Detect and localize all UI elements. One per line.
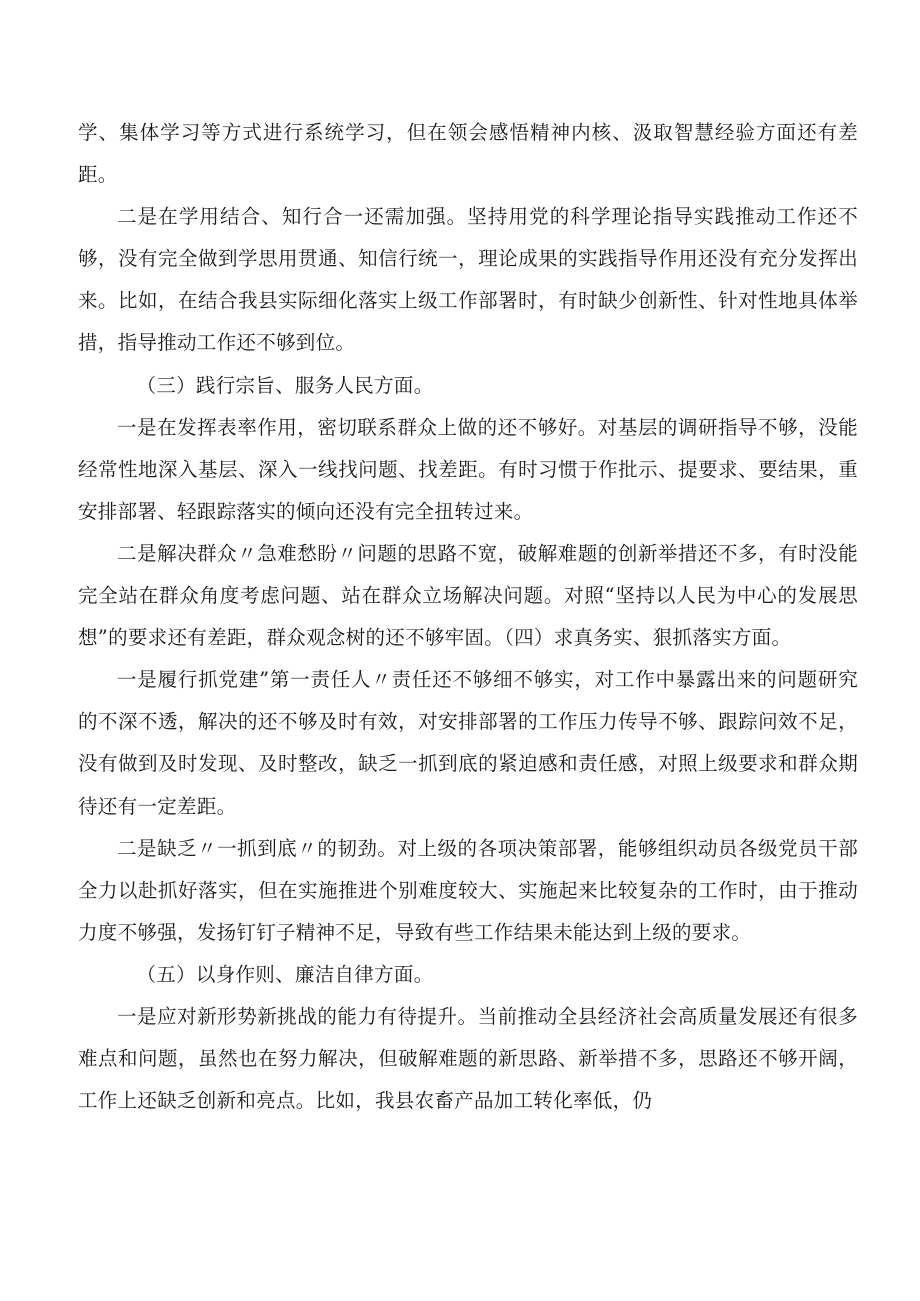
paragraph-tenacity: 二是缺乏〃一抓到底〃的韧劲。对上级的各项决策部署，能够组织动员各级党员干部全力以赴抓好落实，但在实施推进个别难度较大、实施起来比较复杂的工作时，由于推动力度不够强，发扬钉钉子精神不足，导致有些工作结果未能达到上级的要求。 [78,836,858,944]
paragraph-mass-concerns: 二是解决群众〃急难愁盼〃问题的思路不宽，破解难题的创新举措还不多，有时没能完全站在群众角度考虑问题、站在群众立场解决问题。对照“坚持以人民为中心的发展思想”的要求还有差距，群众观念树的还不够牢固。（四）求真务实、狠抓落实方面。 [78,541,858,650]
paragraph-party-building: 一是履行抓党建”第一责任人〃责任还不够细不够实，对工作中暴露出来的问题研究的不深不透，解决的还不够及时有效，对安排部署的工作压力传导不够、跟踪问效不足，没有做到及时发现、及时整改，缺乏一抓到底的紧迫感和责任感，对照上级要求和群众期待还有一定差距。 [78,668,858,818]
section-heading-3: （三）践行宗旨、服务人民方面。 [136,373,434,397]
paragraph-continuation: 学、集体学习等方式进行系统学习，但在领会感悟精神内核、汲取智慧经验方面还有差距。 [78,121,858,187]
document-body [78,112,858,1122]
paragraph-study-application: 二是在学用结合、知行合一还需加强。坚持用党的科学理论指导实践推动工作还不够，没有完全做到学思用贯通、知信行统一，理论成果的实践指导作用还没有充分发挥出来。比如，在结合我县实际细化落实上级工作部署时，有时缺少创新性、针对性地具体举措，指导推动工作还不够到位。 [78,205,858,355]
paragraph-new-challenges: 一是应对新形势新挑战的能力有待提升。当前推动全县经济社会高质量发展还有很多难点和问题，虽然也在努力解决，但破解难题的新思路、新举措不多，思路还不够开阔，工作上还缺乏创新和亮点。比如，我县农畜产品加工转化率低，仍 [78,1004,858,1113]
section-heading-5: （五）以身作则、廉洁自律方面。 [136,962,434,986]
paragraph-role-model: 一是在发挥表率作用，密切联系群众上做的还不够好。对基层的调研指导不够，没能经常性地深入基层、深入一线找问题、找差距。有时习惯于作批示、提要求、要结果，重安排部署、轻跟踪落实的倾向还没有完全扭转过来。 [78,415,858,523]
